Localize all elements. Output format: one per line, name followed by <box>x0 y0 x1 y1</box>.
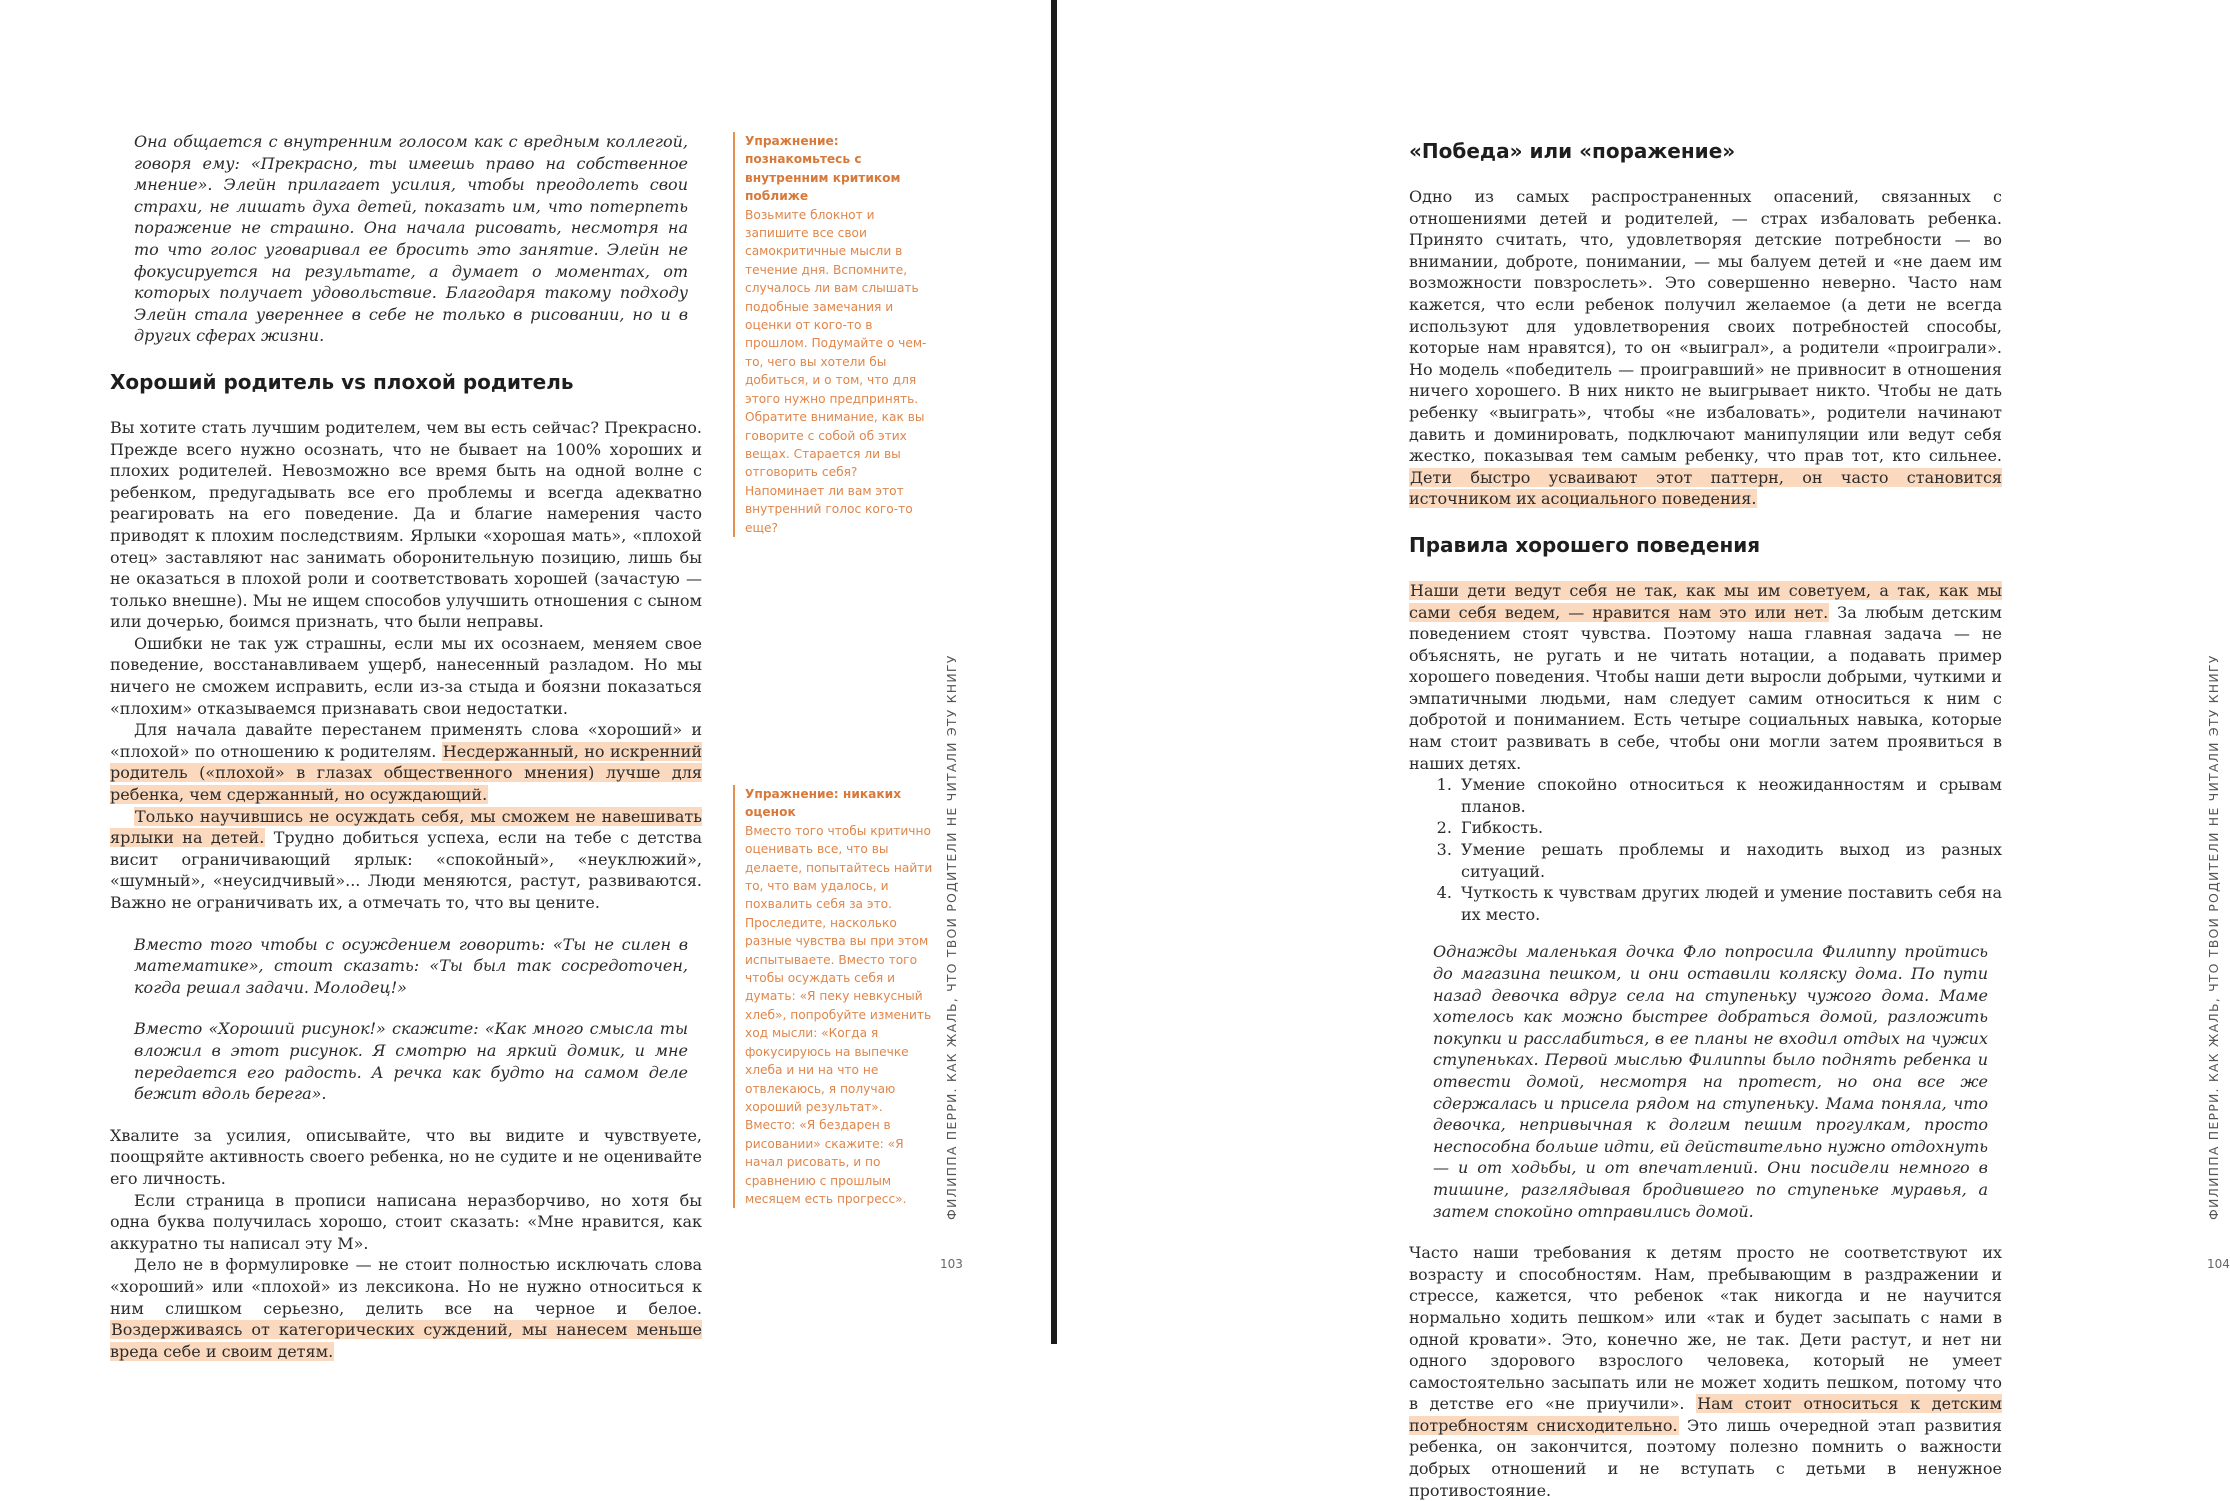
sidebar-title: Упражнение: познакомьтесь с внутренним критиком поближе <box>745 134 901 204</box>
section-heading-good-bad-parent: Хороший родитель vs плохой родитель <box>110 369 574 394</box>
example-quote-text: Вместо «Хороший рисунок!» скажите: «Как много смысла ты вложил в этот рисунок. Я смотрю на яркий домик, и мне передается его радость. А речка как будто на самом деле бежит вдоль берега». <box>134 1019 688 1104</box>
text: Для начала давайте перестанем применять слова «хороший» и «плохой» по отношению к родителям. <box>110 720 702 761</box>
page-number: 104 <box>2207 1257 2230 1271</box>
list-item: 4. Чуткость к чувствам других людей и умение поставить себя на их место. <box>1457 882 2002 925</box>
paragraph <box>110 1254 702 1362</box>
text: За любым детским поведением стоят чувства. Поэтому наша главная задача — не объяснять, не ругать и не читать нотации, а подавать пример хорошего поведения. Чтобы наши дети выросли добрыми, чуткими и эмпатичными людьми, нам следует самим относиться к ним с добротой и пониманием. Есть четыре социальных навыка, которые нам стоит развивать в себе, чтобы они могли затем проявиться в наших детях. <box>1409 602 2002 773</box>
highlight[interactable]: Воздерживаясь от категорических суждений, мы нанесем меньше вреда себе и своим детям. <box>110 1320 702 1361</box>
highlight[interactable]: Несдержанный, но искренний родитель («плохой» в глазах общественного мнения) лучше для ребенка, чем сдержанный, но осуждающий. <box>110 741 703 805</box>
intro-quote <box>134 131 702 347</box>
text: Это лишь очередной этап развития ребенка, он закончится, поэтому полезно помнить о важности добрых отношений и не вступать с детьми в ненужное противостояние. <box>1409 1415 2002 1500</box>
paragraph <box>110 719 702 805</box>
paragraph <box>1409 186 2002 510</box>
story-quote-text: Однажды маленькая дочка Фло попросила Филиппу пройтись до магазина пешком, и они оставили коляску дома. По пути назад девочка вдруг села на ступеньку чужого дома. Маме хотелось как можно быстрее добраться домой, разложить покупки и расслабиться, в ее планы не входил отдых на чужих ступеньках. Первой мыслью Филиппы было поднять ребенка и отвести домой, несмотря на протест, но она все же сдержалась и присела рядом на ступеньку. Мама поняла, что девочка, непривычная к долгим пешим прогулкам, просто неспособна больше идти, ей действительно нужно отдохнуть — и от ходьбы, и от впечатлений. Они посидели немного в тишине, разглядывая бродившего по ступеньке муравья, а затем спокойно отправились домой. <box>1433 942 1988 1221</box>
intro-quote-text: Она общается с внутренним голосом как с вредным коллегой, говоря ему: «Прекрасно, ты имеешь право на собственное мнение». Элейн прилагает усилия, чтобы преодолеть свои страхи, не лишать духа детей, показать им, что потерпеть поражение не страшно. Она начала рисовать, несмотря на то что голос уговаривал ее бросить это занятие. Элейн не фокусируется на результате, а думает о моментах, от которых получает удовольствие. Благодаря такому подходу Элейн стала увереннее в себе не только в рисовании, но и в других сферах жизни. <box>134 132 688 346</box>
text: Одно из самых распространенных опасений, связанных с отношениями детей и родителей, — страх избаловать ребенка. Принято считать, что, удовлетворяя детские потребности — во внимании, доброте, понимании, — мы балуем детей и «не даем им возможности повзрослеть». Это совершенно неверно. Часто нам кажется, что если ребенок получил желаемое (а дети не всегда используют для удовлетворения своих потребностей способы, которые нам нравятся), то он «выиграл», а родители «проиграли». Но модель «победитель — проигравший» не привносит в отношения ничего хорошего. В них никто не выигрывает никто. Чтобы не дать ребенку «выиграть», чтобы «не избаловать», родители начинают давить и доминировать, подключают манипуляции или ведут себя жестко, показывая тем самым ребенку, что прав тот, кто сильнее. <box>1409 187 2002 466</box>
text: Дело не в формулировке — не стоит полностью исключать слова «хороший» или «плохой» из лексикона. Но не нужно относиться к ним слишком серьезно, делить все на черное и белое. <box>110 1255 702 1318</box>
paragraph <box>1409 580 2002 774</box>
section-heading-good-behavior: Правила хорошего поведения <box>1409 532 1761 557</box>
exercise-sidebar-inner-critic <box>733 132 935 537</box>
example-quote <box>134 1018 702 1104</box>
right-page <box>1060 0 2230 1500</box>
text: Часто наши требования к детям просто не соответствуют их возрасту и способностям. Нам, пребывающим в раздражении и стрессе, кажется, что ребенок «так никогда и не научится нормально ходить пешком» или «так и будет засыпать с нами в одной кровати». Это, конечно же, не так. Дети растут, и нет ни одного здорового взрослого человека, который не умеет самостоятельно засыпать или не может ходить пешком, потому что в детстве его «не приучили». <box>1409 1243 2002 1414</box>
right-main-text <box>1409 138 2002 1501</box>
list-item: 2. Гибкость. <box>1457 817 2002 839</box>
sidebar-body: Вместо того чтобы критично оценивать все, что вы делаете, попытайтесь найти то, что вам удалось, и похвалить себя за это. Проследите, насколько разные чувства вы при этом испытываете. Вместо того чтобы осуждать себя и думать: «Я пеку невкусный хлеб», попробуйте изменить ход мысли: «Когда я фокусируюсь на выпечке хлеба и ни на что не отвлекаюсь, я получаю хороший результат». Вместо: «Я бездарен в рисовании» скажите: «Я начал рисовать, и по сравнению с прошлым месяцем есть прогресс». <box>745 823 933 1206</box>
left-main-text <box>110 131 702 1362</box>
example-quote-text: Вместо того чтобы с осуждением говорить: «Ты не силен в математике», стоит сказать: «Ты был так сосредоточен, когда решал задачи. Молодец!» <box>134 934 688 997</box>
book-spine-divider <box>1051 0 1057 1344</box>
story-quote <box>1433 941 2002 1222</box>
highlight[interactable]: Нам стоит относиться к детским потребностям снисходительно. <box>1409 1394 2002 1435</box>
sidebar-title: Упражнение: никаких оценок <box>745 787 902 820</box>
list-item: 3. Умение решать проблемы и находить выход из разных ситуаций. <box>1457 839 2002 882</box>
left-page <box>0 0 1050 1361</box>
paragraph: Если страница в прописи написана неразборчиво, но хотя бы одна буква получилась хорошо, стоит сказать: «Мне нравится, как аккуратно ты написал эту М». <box>110 1190 702 1253</box>
paragraph <box>110 806 702 914</box>
highlight[interactable]: Только научившись не осуждать себя, мы сможем не навешивать ярлыки на детей. <box>110 806 702 848</box>
paragraph: Вы хотите стать лучшим родителем, чем вы есть сейчас? Прекрасно. Прежде всего нужно осознать, что не бывает на 100% хороших и плохих родителей. Невозможно все время быть на одной волне с ребенком, предугадывать все его проблемы и всегда адекватно реагировать на его поведение. Да и благие намерения часто приводят к плохим последствиям. Ярлыки «хорошая мать», «плохой отец» заставляют нас занимать оборонительную позицию, лишь бы не оказаться в плохой роли и соответствовать хорошей (зачастую — только внешне). Мы не ищем способов улучшить отношения с сыном или дочерью, боимся признать, что были неправы. <box>110 417 702 632</box>
highlight[interactable]: Дети быстро усваивают этот паттерн, он часто становится источником их асоциального поведения. <box>1409 467 2002 509</box>
sidebar-body: Возьмите блокнот и запишите все свои самокритичные мысли в течение дня. Вспомните, случалось ли вам слышать подобные замечания и оценки от кого-то в прошлом. Подумайте о чем-то, чего вы хотели бы добиться, и о том, что для этого нужно предпринять. Обратите внимание, как вы говорите с собой об этих вещах. Старается ли вы отговорить себя? Напоминает ли вам этот внутренний голос кого-то еще? <box>745 207 927 535</box>
running-head: ФИЛИППА ПЕРРИ. КАК ЖАЛЬ, ЧТО ТВОИ РОДИТЕЛИ НЕ ЧИТАЛИ ЭТУ КНИГУ <box>944 654 959 1220</box>
page-number: 103 <box>940 1257 963 1271</box>
highlight[interactable]: Наши дети ведут себя не так, как мы им советуем, а так, как мы сами себя ведем, — нравится нам это или нет. <box>1409 580 2002 622</box>
paragraph: Хвалите за усилия, описывайте, что вы видите и чувствуете, поощряйте активность своего ребенка, но не судите и не оценивайте его личность. <box>110 1125 702 1188</box>
exercise-sidebar-no-judgement <box>733 785 935 1208</box>
paragraph: Ошибки не так уж страшны, если мы их осознаем, меняем свое поведение, восстанавливаем ущерб, нанесенный разладом. Но мы ничего не сможем исправить, если из-за стыда и боязни показаться «плохим» отказываемся признавать свои недостатки. <box>110 633 702 718</box>
text: Трудно добиться успеха, если на тебе с детства висит ограничивающий ярлык: «спокойный», «неуклюжий», «шумный», «неусидчивый»... Люди меняются, растут, развиваются. Важно не ограничивать их, а отмечать то, что вы цените. <box>110 828 702 912</box>
paragraph <box>1409 1242 2002 1501</box>
list-item: 1. Умение спокойно относиться к неожиданностям и срывам планов. <box>1457 774 2002 817</box>
running-head: ФИЛИППА ПЕРРИ. КАК ЖАЛЬ, ЧТО ТВОИ РОДИТЕЛИ НЕ ЧИТАЛИ ЭТУ КНИГУ <box>2206 654 2221 1220</box>
social-skills-list <box>1409 774 2002 925</box>
example-quote <box>134 934 702 999</box>
section-heading-victory-defeat: «Победа» или «поражение» <box>1409 139 1736 163</box>
